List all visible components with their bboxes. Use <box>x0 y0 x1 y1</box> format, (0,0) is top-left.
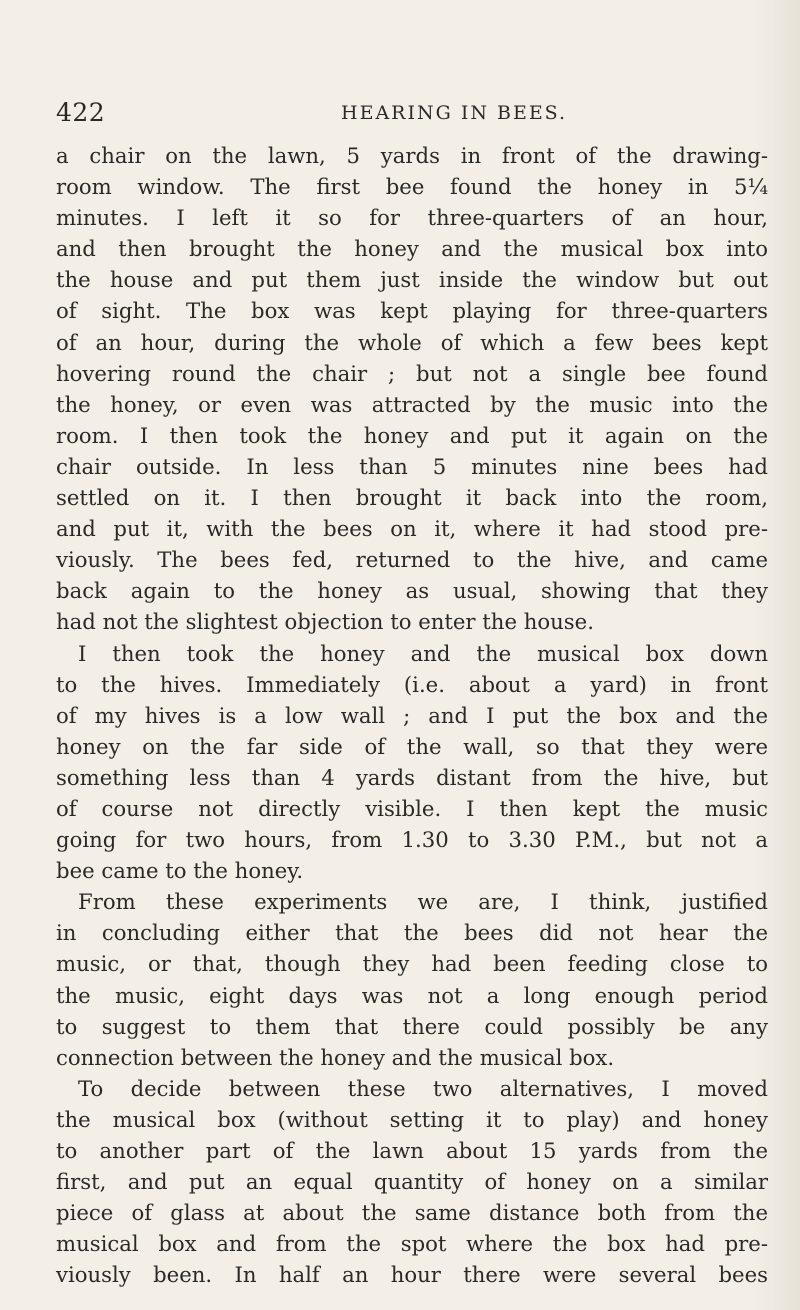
text-line: in concluding either that the bees did not hear the <box>56 920 768 946</box>
text-line: To decide between these two alternatives, I moved <box>78 1075 768 1101</box>
text-line: of course not directly visible. I then kept the music <box>56 795 768 821</box>
text-line: of my hives is a low wall ; and I put the box and the <box>56 702 768 728</box>
text-line: From these experiments we are, I think, justified <box>78 889 768 915</box>
text-line: the house and put them just inside the window but out <box>56 267 768 293</box>
text-line: piece of glass at about the same distance both from the <box>56 1200 768 1226</box>
text-line: honey on the far side of the wall, so that they were <box>56 733 768 759</box>
text-line: I then took the honey and the musical box down <box>78 640 768 666</box>
text-line: of an hour, during the whole of which a few bees kept <box>56 329 768 355</box>
running-head: HEARING IN BEES. <box>341 102 568 124</box>
text-line: to another part of the lawn about 15 yards from the <box>56 1138 768 1163</box>
text-line: room. I then took the honey and put it again on the <box>56 422 768 448</box>
text-line: connection between the honey and the musical box. <box>56 1044 615 1070</box>
text-line: had not the slightest objection to enter the house. <box>56 609 594 635</box>
text-line: room window. The first bee found the honey in 5¼ <box>56 174 768 200</box>
text-line: and put it, with the bees on it, where it had stood pre- <box>56 516 768 542</box>
text-line: minutes. I left it so for three-quarters of an hour, <box>56 205 768 231</box>
text-line: to the hives. Immediately (i.e. about a yard) in front <box>56 671 768 697</box>
text-line: the musical box (without setting it to play) and honey <box>56 1106 768 1132</box>
body-text <box>56 140 768 1290</box>
text-line: a chair on the lawn, 5 yards in front of the drawing- <box>56 143 768 168</box>
text-line: hovering round the chair ; but not a single bee found <box>56 360 768 386</box>
page-number: 422 <box>56 98 106 127</box>
page-header <box>56 98 746 138</box>
text-line: going for two hours, from 1.30 to 3.30 P.M., but not a <box>56 827 768 853</box>
text-line: chair outside. In less than 5 minutes nine bees had <box>56 453 768 479</box>
text-line: to suggest to them that there could possibly be any <box>56 1013 768 1039</box>
text-line: viously been. In half an hour there were several bees <box>56 1262 768 1288</box>
text-line: settled on it. I then brought it back into the room, <box>56 485 768 511</box>
text-line: first, and put an equal quantity of honey on a similar <box>56 1169 768 1195</box>
text-line: something less than 4 yards distant from the hive, but <box>56 764 768 790</box>
text-line: and then brought the honey and the musical box into <box>56 236 768 262</box>
text-line: music, or that, though they had been feeding close to <box>56 951 768 977</box>
text-line: the music, eight days was not a long enough period <box>56 982 768 1008</box>
text-line: bee came to the honey. <box>56 858 304 884</box>
text-line: back again to the honey as usual, showing that they <box>56 578 768 604</box>
text-line: the honey, or even was attracted by the music into the <box>56 391 768 417</box>
text-line: viously. The bees fed, returned to the hive, and came <box>56 547 768 573</box>
text-line: musical box and from the spot where the box had pre- <box>56 1231 768 1257</box>
text-line: of sight. The box was kept playing for three-quarters <box>56 298 768 324</box>
